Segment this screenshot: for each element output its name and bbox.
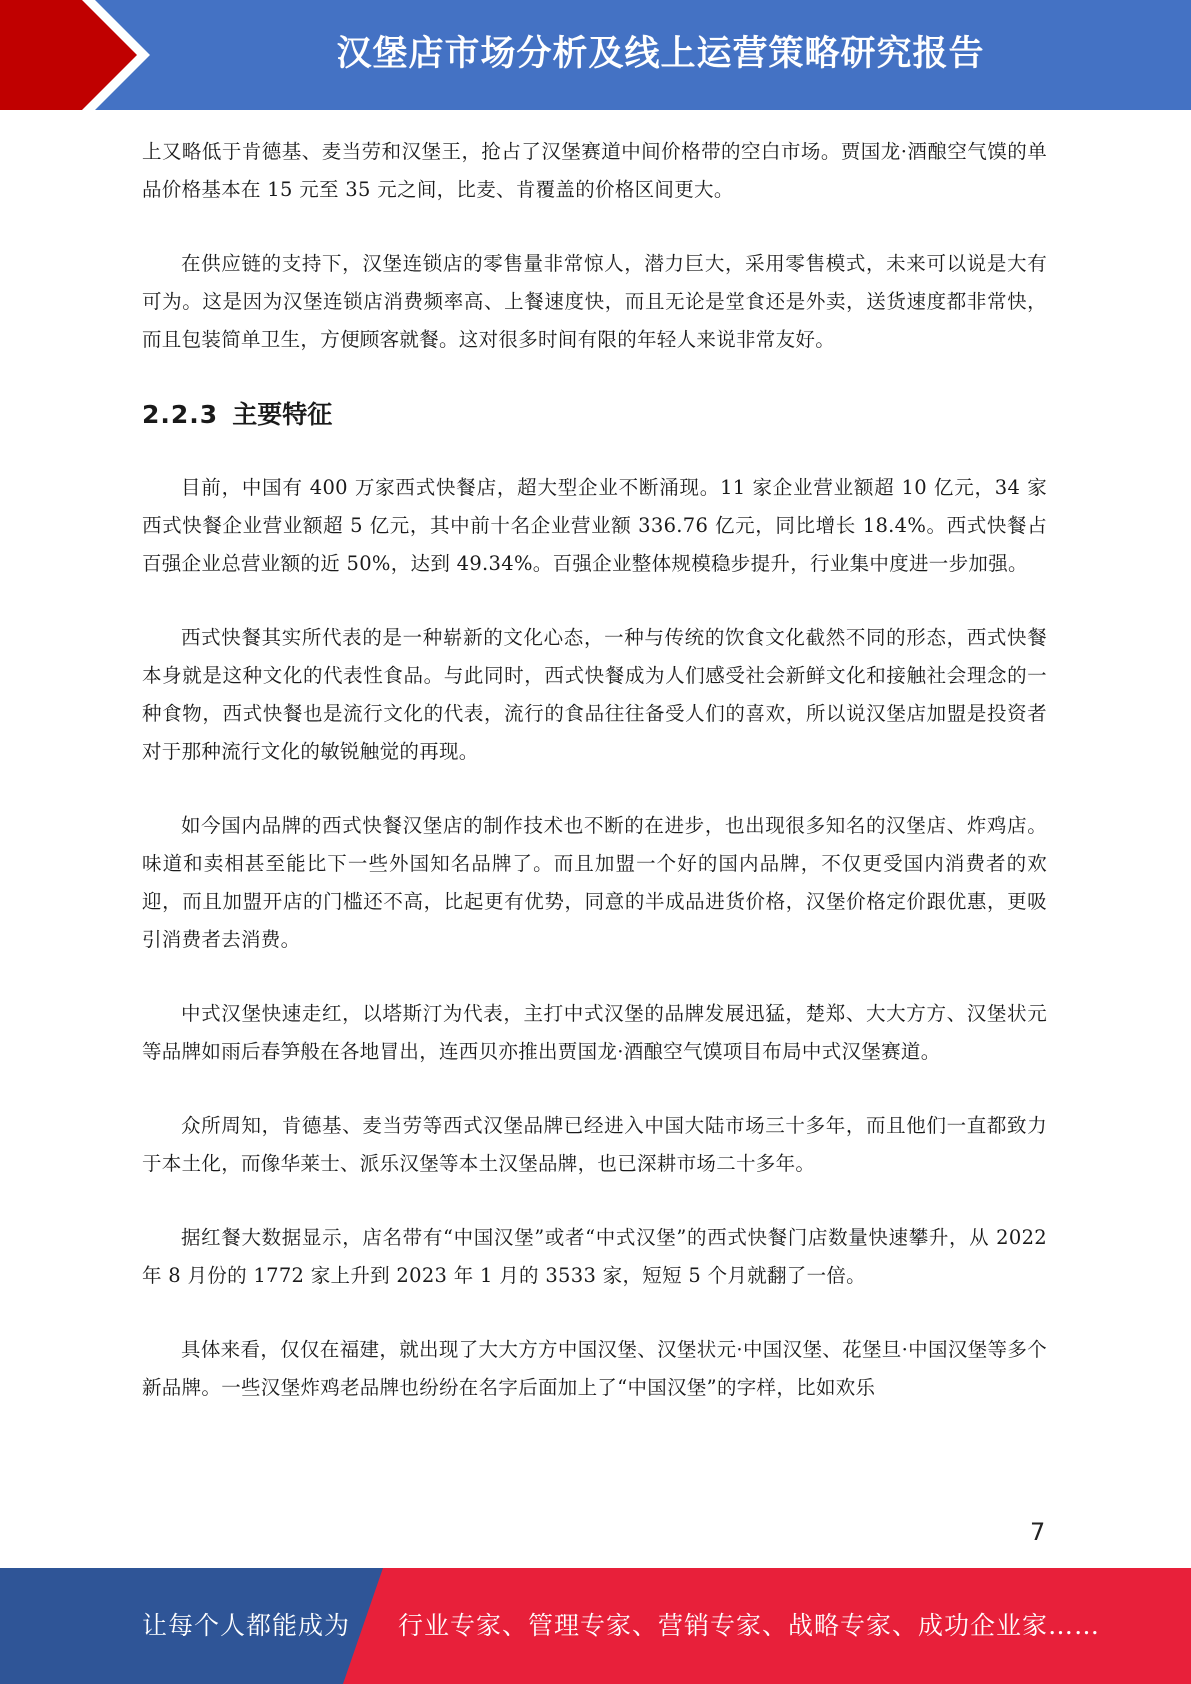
document-body (142, 133, 1047, 1443)
section-number: 2.2.3 (142, 400, 219, 429)
footer-slogan-left: 让每个人都能成为 (142, 1611, 351, 1640)
paragraph: 在供应链的支持下，汉堡连锁店的零售量非常惊人，潜力巨大，采用零售模式，未来可以说是大有可为。这是因为汉堡连锁店消费频率高、上餐速度快，而且无论是堂食还是外卖，送货速度都非常快，而且包装简单卫生，方便顾客就餐。这对很多时间有限的年轻人来说非常友好。 (142, 252, 1047, 351)
paragraph: 具体来看，仅仅在福建，就出现了大大方方中国汉堡、汉堡状元·中国汉堡、花堡旦·中国汉堡等多个新品牌。一些汉堡炸鸡老品牌也纷纷在名字后面加上了“中国汉堡”的字样，比如欢乐 (142, 1338, 1047, 1399)
paragraph: 据红餐大数据显示，店名带有“中国汉堡”或者“中式汉堡”的西式快餐门店数量快速攀升，从 2022 年 8 月份的 1772 家上升到 2023 年 1 月的 3533 家，短短 5 个月就翻了一倍。 (142, 1226, 1047, 1287)
paragraph: 目前，中国有 400 万家西式快餐店，超大型企业不断涌现。11 家企业营业额超 10 亿元，34 家西式快餐企业营业额超 5 亿元，其中前十名企业营业额 336.76 亿元，同比增长 18.4%。西式快餐占百强企业总营业额的近 50%，达到 49.34%。百强企业整体规模稳步提升，行业集中度进一步加强。 (142, 476, 1047, 575)
footer-slogan-right: 行业专家、管理专家、营销专家、战略专家、成功企业家…… (398, 1611, 1101, 1640)
paragraph-continued: 上又略低于肯德基、麦当劳和汉堡王，抢占了汉堡赛道中间价格带的空白市场。贾国龙·酒酿空气馍的单品价格基本在 15 元至 35 元之间，比麦、肯覆盖的价格区间更大。 (142, 140, 1047, 201)
section-title: 主要特征 (232, 400, 333, 429)
page-header (0, 0, 1191, 110)
paragraph: 众所周知，肯德基、麦当劳等西式汉堡品牌已经进入中国大陆市场三十多年，而且他们一直都致力于本土化，而像华莱士、派乐汉堡等本土汉堡品牌，也已深耕市场二十多年。 (142, 1114, 1047, 1175)
section-heading (142, 395, 1047, 435)
page-footer (0, 1568, 1191, 1684)
paragraph: 西式快餐其实所代表的是一种崭新的文化心态，一种与传统的饮食文化截然不同的形态，西式快餐本身就是这种文化的代表性食品。与此同时，西式快餐成为人们感受社会新鲜文化和接触社会理念的一种食物，西式快餐也是流行文化的代表，流行的食品往往备受人们的喜欢，所以说汉堡店加盟是投资者对于那种流行文化的敏锐触觉的再现。 (142, 626, 1047, 763)
report-title: 汉堡店市场分析及线上运营策略研究报告 (336, 34, 985, 74)
paragraph: 中式汉堡快速走红，以塔斯汀为代表，主打中式汉堡的品牌发展迅猛，楚郑、大大方方、汉堡状元等品牌如雨后春笋般在各地冒出，连西贝亦推出贾国龙·酒酿空气馍项目布局中式汉堡赛道。 (142, 1002, 1047, 1063)
paragraph: 如今国内品牌的西式快餐汉堡店的制作技术也不断的在进步，也出现很多知名的汉堡店、炸鸡店。味道和卖相甚至能比下一些外国知名品牌了。而且加盟一个好的国内品牌，不仅更受国内消费者的欢迎，而且加盟开店的门槛还不高，比起更有优势，同意的半成品进货价格，汉堡价格定价跟优惠，更吸引消费者去消费。 (142, 814, 1047, 951)
page-number: 7 (1030, 1518, 1046, 1546)
